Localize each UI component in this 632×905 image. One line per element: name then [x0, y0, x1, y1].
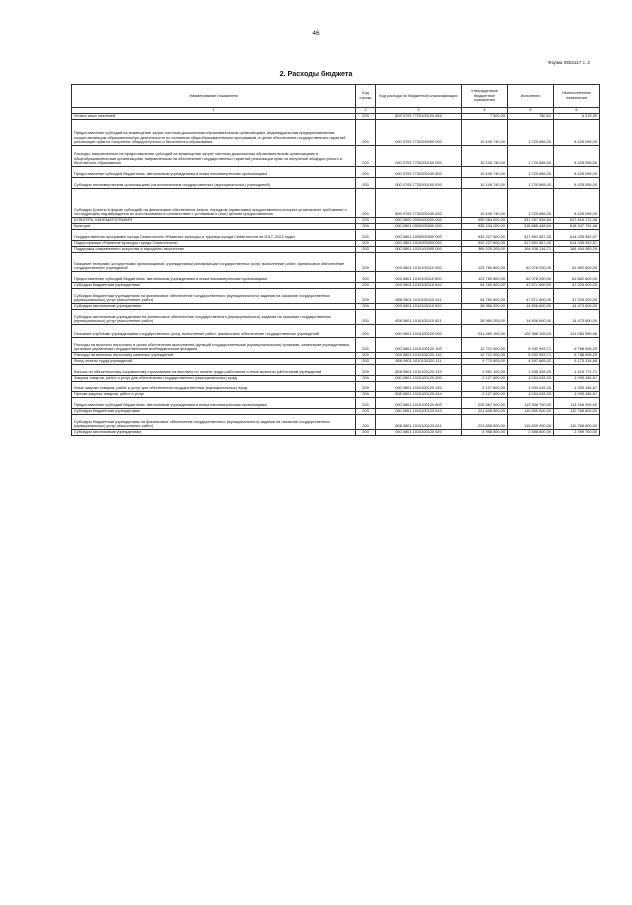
header-executed: Исполнено — [508, 85, 554, 108]
row-indicator-name: Уплата иных платежей — [72, 114, 356, 120]
row-line-code: 200 — [356, 146, 376, 167]
row-classification-code: 000 0801 1010100120 240 — [376, 382, 462, 392]
row-line-code: 200 — [356, 283, 376, 289]
row-line-code: 200 — [356, 365, 376, 376]
row-remaining: 110 768 600,00 — [554, 409, 600, 415]
row-executed: 1 720 685,00 — [508, 120, 554, 146]
row-indicator-name: Субсидии бюджетным учреждениям на финансовое обеспечение государственного (муниципального) задания на оказание государственных (муниципальных) услуг (выполнение работ) — [72, 415, 356, 430]
row-executed: 1 720 685,00 — [508, 178, 554, 189]
row-approved: 28 980 200,00 — [462, 304, 508, 310]
row-executed: 5 932 993,71 — [508, 338, 554, 353]
row-indicator-name: Фонд оплаты труда учреждений — [72, 359, 356, 365]
table-row — [72, 146, 600, 167]
row-line-code: 200 — [356, 325, 376, 338]
row-approved: 10 145 740,00 — [462, 167, 508, 178]
row-line-code: 200 — [356, 382, 376, 392]
row-line-code: 200 — [356, 272, 376, 283]
row-line-code: 200 — [356, 338, 376, 353]
header-indicator-name: Наименование показателя — [72, 85, 356, 108]
row-classification-code: 809 0709 7720200100 632 — [376, 189, 462, 218]
row-classification-code: 808 0801 1010100120 111 — [376, 359, 462, 365]
row-approved: 12 721 900,00 — [462, 353, 508, 359]
row-classification-code: 000 0801 1010100120 200 — [376, 376, 462, 382]
row-indicator-name: Расходы на выплаты персоналу казенных учреждений — [72, 353, 356, 359]
row-indicator-name: Субсидии (гранты в форме субсидий) на финансовое обеспечение затрат, порядком (правилами) предоставления которых установлено требование о последующем подтверждении их использования в соответствии с условиями и (или) целями предоставления — [72, 189, 356, 218]
row-line-code: 200 — [356, 304, 376, 310]
row-classification-code: 000 0801 1000000000 000 — [376, 230, 462, 241]
table-row — [72, 398, 600, 409]
row-remaining: 110 768 600,00 — [554, 415, 600, 430]
table-row — [72, 325, 600, 338]
row-line-code: 200 — [356, 230, 376, 241]
row-approved: 935 234 200,00 — [462, 224, 508, 230]
row-executed: 1 034 415,33 — [508, 376, 554, 382]
row-line-code: 200 — [356, 398, 376, 409]
row-classification-code: 000 0801 1010100120 110 — [376, 353, 462, 359]
row-remaining: 6 788 906,29 — [554, 353, 600, 359]
table-row — [72, 382, 600, 392]
row-executed: 47 571 600,00 — [508, 289, 554, 304]
row-classification-code: 000 0801 1010100120 610 — [376, 409, 462, 415]
row-line-code: 200 — [356, 359, 376, 365]
header-line-code: Код строки — [356, 85, 376, 108]
row-classification-code: 808 0801 1010100120 119 — [376, 365, 462, 376]
row-line-code: 200 — [356, 253, 376, 272]
row-classification-code: 808 0801 1010100110 611 — [376, 289, 462, 304]
row-approved: 932 227 600,00 — [462, 241, 508, 247]
column-number: 1 — [72, 108, 356, 114]
row-remaining: 6 788 906,29 — [554, 338, 600, 353]
row-indicator-name: Субсидии бюджетным учреждениям — [72, 283, 356, 289]
row-indicator-name: Расходы, направленные на предоставление субсидий на возмещение затрат частным дошкольным образовательным организациям и общеобразовательным организациям, направленным на обеспечение государственных гарантий реализации прав на получение общедоступного и бесплатного образования — [72, 146, 356, 167]
row-remaining: 8 425 055,00 — [554, 189, 600, 218]
row-line-code: 200 — [356, 114, 376, 120]
row-indicator-name: Взносы по обязательному социальному страхованию на выплаты по оплате труда работников и иные выплаты работникам учреждений — [72, 365, 356, 376]
row-approved: 12 721 900,00 — [462, 338, 508, 353]
row-executed: 317 891 657,43 — [508, 241, 554, 247]
row-classification-code: 808 0801 1010100120 611 — [376, 415, 462, 430]
row-indicator-name: Субсидии автономным учреждениям на финансовое обеспечение государственного (муниципального) задания на оказание государственных (муниципальных) услуг (выполнение работ) — [72, 310, 356, 325]
row-executed: 14 506 600,00 — [508, 310, 554, 325]
row-line-code: 200 — [356, 218, 376, 224]
row-classification-code: 808 0801 1010100120 244 — [376, 392, 462, 398]
row-executed: 780,61 — [508, 114, 554, 120]
row-indicator-name: Субсидии некоммерческим организациям (за исключением государственных (муниципальных) учреждений) — [72, 178, 356, 189]
row-approved: 221 608 500,00 — [462, 415, 508, 430]
header-remaining: Неисполненные назначения — [554, 85, 600, 108]
row-executed: 110 839 900,00 — [508, 409, 554, 415]
row-executed: 331 267 828,84 — [508, 218, 554, 224]
row-line-code: 200 — [356, 376, 376, 382]
row-approved: 10 145 740,00 — [462, 146, 508, 167]
row-executed: 1 034 415,33 — [508, 382, 554, 392]
row-indicator-name: Государственная программа города Севастополя «Развитие культуры и туризма города Севастополя на 2017–2022 годы» — [72, 230, 356, 241]
row-approved: 369 320 200,00 — [462, 247, 508, 253]
row-line-code: 200 — [356, 310, 376, 325]
row-approved: 959 084 000,00 — [462, 218, 508, 224]
row-remaining: 1 615 771,71 — [554, 365, 600, 376]
row-approved: 94 780 600,00 — [462, 283, 508, 289]
row-remaining: 47 209 000,00 — [554, 283, 600, 289]
row-classification-code: 000 0801 1010100120 100 — [376, 338, 462, 353]
row-remaining: 8 425 055,00 — [554, 146, 600, 167]
row-classification-code: 808 0801 1010100110 621 — [376, 310, 462, 325]
row-remaining: 61 682 600,00 — [554, 253, 600, 272]
row-remaining: 121 083 990,96 — [554, 325, 600, 338]
row-indicator-name: Субсидии бюджетным учреждениям — [72, 409, 356, 415]
table-body — [72, 108, 600, 436]
row-approved: 2 127 600,00 — [462, 382, 508, 392]
row-line-code: 200 — [356, 241, 376, 247]
row-indicator-name: Оказание театрами, концертными организациями, учреждениями кинофикации государственных услуг, выполнение работ, финансовое обеспечение государственных учреждений — [72, 253, 356, 272]
row-classification-code: 000 0801 1010100120 600 — [376, 398, 462, 409]
table-row — [72, 167, 600, 178]
row-indicator-name: Оказание клубными учреждениями государственных услуг, выполнение работ, финансовое обеспечение государственных учреждений — [72, 325, 356, 338]
row-executed: 1 720 685,00 — [508, 167, 554, 178]
row-remaining: 8 425 055,00 — [554, 178, 600, 189]
row-remaining: 61 682 600,00 — [554, 272, 600, 283]
row-line-code: 200 — [356, 409, 376, 415]
row-approved: 221 608 500,00 — [462, 409, 508, 415]
table-row — [72, 415, 600, 430]
row-indicator-name: Предоставление субсидий бюджетным, автономным учреждениям и иным некоммерческим организациям — [72, 167, 356, 178]
header-classification-code: Код расхода по бюджетной классификации — [376, 85, 462, 108]
row-classification-code: 000 0801 1010100120 000 — [376, 325, 462, 338]
row-remaining: 14 473 600,00 — [554, 310, 600, 325]
row-indicator-name: Поддержка современного искусства и народного творчества — [72, 247, 356, 253]
row-line-code: 200 — [356, 178, 376, 189]
row-approved: 10 145 740,00 — [462, 189, 508, 218]
row-line-code: 200 — [356, 167, 376, 178]
column-number: 5 — [508, 108, 554, 114]
row-executed: 1 720 685,00 — [508, 189, 554, 218]
row-executed: 62 078 200,00 — [508, 253, 554, 272]
row-indicator-name: Культура — [72, 224, 356, 230]
row-classification-code: 000 0801 1010100110 000 — [376, 253, 462, 272]
row-remaining: 6 219,39 — [554, 114, 600, 120]
column-number: 6 — [554, 108, 600, 114]
row-indicator-name: Закупка товаров, работ и услуг для обеспечения государственных (муниципальных) нужд — [72, 376, 356, 382]
row-line-code: 200 — [356, 430, 376, 436]
row-executed: 5 932 993,71 — [508, 353, 554, 359]
row-indicator-name: Расходы на выплаты персоналу в целях обеспечения выполнения функций государственными (муниципальными) органами, казенными учреждениями, органами управления государственными внебюджетными фондами — [72, 338, 356, 353]
table-row — [72, 430, 600, 436]
row-classification-code: 000 0709 7720200100 000 — [376, 146, 462, 167]
row-executed: 184 916 116,71 — [508, 247, 554, 253]
row-line-code: 200 — [356, 392, 376, 398]
row-indicator-name: Прочая закупка товаров, работ и услуг — [72, 392, 356, 398]
row-classification-code: 000 0709 7720200100 600 — [376, 167, 462, 178]
row-executed: 2 558 800,00 — [508, 430, 554, 436]
row-approved: 123 760 800,00 — [462, 272, 508, 283]
row-executed: 47 571 600,00 — [508, 283, 554, 289]
row-approved: 7 000,00 — [462, 114, 508, 120]
row-line-code: 200 — [356, 289, 376, 304]
row-remaining: 1 093 184,67 — [554, 382, 600, 392]
row-classification-code: 000 0800 0000000000 000 — [376, 218, 462, 224]
column-number: 3 — [376, 108, 462, 114]
row-indicator-name: Предоставление субсидий бюджетным, автономным учреждениям и иным некоммерческим организациям — [72, 272, 356, 283]
column-number: 2 — [356, 108, 376, 114]
budget-expenses-table-container — [71, 84, 599, 436]
row-classification-code: 809 0709 7720100100 853 — [376, 114, 462, 120]
row-line-code: 200 — [356, 224, 376, 230]
table-row — [72, 189, 600, 218]
row-classification-code: 000 0801 1010100000 000 — [376, 247, 462, 253]
page-number: 46 — [312, 30, 320, 37]
row-line-code: 200 — [356, 415, 376, 430]
row-line-code: 200 — [356, 353, 376, 359]
row-indicator-name: Субсидии автономным учреждениям — [72, 304, 356, 310]
row-executed: 1 720 685,00 — [508, 146, 554, 167]
header-approved: Утвержденные бюджетные назначения — [462, 85, 508, 108]
row-executed: 1 335 328,29 — [508, 365, 554, 376]
row-indicator-name: КУЛЬТУРА, КИНЕМАТОГРАФИЯ — [72, 218, 356, 224]
row-executed: 110 839 900,00 — [508, 415, 554, 430]
row-approved: 2 127 600,00 — [462, 376, 508, 382]
table-row — [72, 310, 600, 325]
row-indicator-name: Предоставление субсидий на возмещение затрат частным дошкольным образовательным организациям, индивидуальным предпринимателям, осуществляющим образовательную деятельность по основным общеобразовательным программам, в целях обеспечения государственных гарантий реализации прав на получение общедоступного и бесплатного образования — [72, 120, 356, 146]
row-line-code: 200 — [356, 189, 376, 218]
row-approved: 241 450 100,00 — [462, 325, 508, 338]
row-remaining: 1 093 184,67 — [554, 376, 600, 382]
table-row — [72, 178, 600, 189]
column-number: 4 — [462, 108, 508, 114]
row-remaining: 2 399 700,00 — [554, 430, 600, 436]
row-approved: 226 567 000,00 — [462, 398, 508, 409]
row-remaining: 14 473 600,00 — [554, 304, 600, 310]
row-classification-code: 000 0801 1010100110 600 — [376, 272, 462, 283]
row-approved: 2 127 600,00 — [462, 392, 508, 398]
row-indicator-name: Субсидии бюджетным учреждениям на финансовое обеспечение государственного (муниципального) задания на оказание государственных (муниципальных) услуг (выполнение работ) — [72, 289, 356, 304]
row-approved: 28 980 200,00 — [462, 310, 508, 325]
table-row — [72, 338, 600, 353]
row-classification-code: 000 0801 1010100120 620 — [376, 430, 462, 436]
row-remaining: 1 093 184,67 — [554, 392, 600, 398]
row-approved: 932 227 600,00 — [462, 230, 508, 241]
row-remaining: 614 335 942,57 — [554, 230, 600, 241]
budget-expenses-table — [71, 84, 600, 436]
table-row — [72, 365, 600, 376]
row-approved: 10 145 740,00 — [462, 120, 508, 146]
row-approved: 94 780 600,00 — [462, 289, 508, 304]
row-executed: 14 506 600,00 — [508, 304, 554, 310]
row-remaining: 627 816 171,46 — [554, 218, 600, 224]
form-code: Форма 0503117 с. 2 — [548, 60, 590, 65]
row-remaining: 614 335 942,57 — [554, 241, 600, 247]
row-remaining: 8 425 055,00 — [554, 167, 600, 178]
row-executed: 120 366 109,04 — [508, 325, 554, 338]
table-row — [72, 253, 600, 272]
row-classification-code: 000 0801 1010000000 000 — [376, 241, 462, 247]
row-remaining: 8 425 055,00 — [554, 120, 600, 146]
table-row — [72, 272, 600, 283]
row-indicator-name: Предоставление субсидий бюджетным, автономным учреждениям и иным некоммерческим организациям — [72, 398, 356, 409]
table-row — [72, 120, 600, 146]
row-executed: 1 034 415,33 — [508, 392, 554, 398]
row-indicator-name: Субсидии автономным учреждениям — [72, 430, 356, 436]
row-approved: 10 145 740,00 — [462, 178, 508, 189]
row-executed: 317 891 657,43 — [508, 230, 554, 241]
row-approved: 123 760 800,00 — [462, 253, 508, 272]
row-approved: 2 951 100,00 — [462, 365, 508, 376]
table-row — [72, 230, 600, 241]
row-indicator-name: Подпрограмма «Развитие культуры города Севастополя» — [72, 241, 356, 247]
row-approved: 9 770 800,00 — [462, 359, 508, 365]
row-executed: 4 597 665,42 — [508, 359, 554, 365]
row-executed: 113 398 700,00 — [508, 398, 554, 409]
row-indicator-name: Иные закупки товаров, работ и услуг для обеспечения государственных (муниципальных) нужд — [72, 382, 356, 392]
row-classification-code: 000 0801 1010100110 620 — [376, 304, 462, 310]
row-executed: 316 886 448,54 — [508, 224, 554, 230]
row-executed: 62 078 200,00 — [508, 272, 554, 283]
row-remaining: 618 347 751,46 — [554, 224, 600, 230]
table-header-row — [72, 85, 600, 108]
row-classification-code: 000 0801 0000000000 000 — [376, 224, 462, 230]
row-remaining: 47 209 000,00 — [554, 289, 600, 304]
row-line-code: 200 — [356, 247, 376, 253]
section-title: 2. Расходы бюджета — [279, 69, 353, 78]
row-classification-code: 000 0709 7720200000 000 — [376, 120, 462, 146]
row-remaining: 184 404 083,29 — [554, 247, 600, 253]
row-approved: 4 958 500,00 — [462, 430, 508, 436]
row-classification-code: 000 0801 1010100110 610 — [376, 283, 462, 289]
table-row — [72, 289, 600, 304]
row-remaining: 113 168 300,00 — [554, 398, 600, 409]
row-remaining: 5 173 134,58 — [554, 359, 600, 365]
row-classification-code: 000 0709 7720200100 630 — [376, 178, 462, 189]
row-line-code: 200 — [356, 120, 376, 146]
